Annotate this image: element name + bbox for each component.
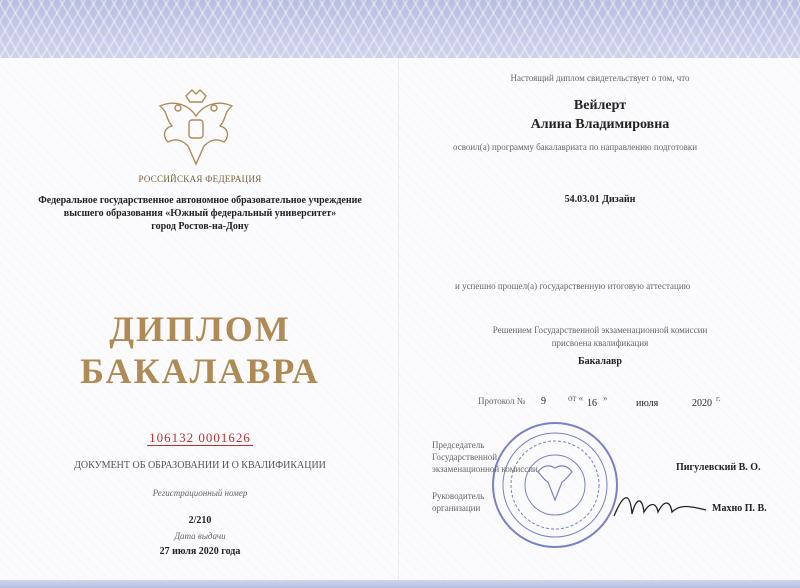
issue-date: 27 июля 2020 года (159, 546, 241, 557)
attestation-text: и успешно прошел(а) государственную итоговую аттестацию (455, 281, 691, 291)
certificate-intro: Настоящий диплом свидетельствует о том, что (510, 73, 690, 83)
head-title-line-1: Руководитель (432, 491, 485, 501)
decorative-top-band (0, 0, 800, 60)
protocol-year: 2020 (692, 398, 712, 409)
commission-decision-line-1: Решением Государственной экзаменационной комиссии (492, 325, 708, 335)
graduate-surname: Вейлерт (573, 98, 627, 113)
decorative-bottom-band (0, 580, 800, 588)
serial-number (0, 430, 400, 446)
chair-title-line-2: Государственной (432, 452, 498, 462)
graduate-given-names: Алина Владимировна (530, 117, 670, 132)
country-label: РОССИЙСКАЯ ФЕДЕРАЦИЯ (138, 174, 262, 184)
program-intro: освоил(а) программу бакалавриата по направлению подготовки (453, 142, 698, 152)
head-name: Махно П. В. (712, 503, 767, 514)
handwritten-signature (610, 488, 710, 524)
diploma-title-line-2: БАКАЛАВРА (80, 351, 320, 391)
registration-label: Регистрационный номер (152, 488, 248, 498)
protocol-from-label: от « (568, 393, 584, 403)
program-code: 54.03.01 Дизайн (564, 194, 636, 205)
document-type: ДОКУМЕНТ ОБ ОБРАЗОВАНИИ И О КВАЛИФИКАЦИИ (74, 460, 326, 471)
protocol-month: июля (636, 398, 659, 409)
institution-line-2: высшего образования «Южный федеральный университет» (63, 208, 337, 219)
protocol-label: Протокол № (478, 396, 526, 406)
head-title-line-2: организации (432, 503, 481, 513)
double-headed-eagle-emblem (148, 86, 244, 172)
qualification: Бакалавр (578, 356, 622, 367)
official-seal (490, 420, 620, 550)
chair-name: Пигулевский В. О. (676, 462, 761, 473)
protocol-number: 9 (541, 396, 546, 407)
serial-number-value: 106132 0001626 (149, 430, 251, 445)
protocol-year-suffix: г. (716, 394, 721, 403)
institution-line-3: город Ростов-на-Дону (151, 221, 249, 232)
protocol-day-close: » (603, 393, 608, 403)
registration-number: 2/210 (188, 515, 212, 526)
diploma-title-line-1: ДИПЛОМ (109, 309, 291, 349)
chair-title-line-1: Председатель (432, 440, 485, 450)
commission-decision-line-2: присвоена квалификация (551, 338, 649, 348)
chair-title-line-3: экзаменационной комиссии (432, 464, 538, 474)
issue-date-label: Дата выдачи (174, 531, 226, 541)
institution-line-1: Федеральное государственное автономное образовательное учреждение (38, 195, 362, 206)
protocol-day: 16 (587, 398, 597, 409)
